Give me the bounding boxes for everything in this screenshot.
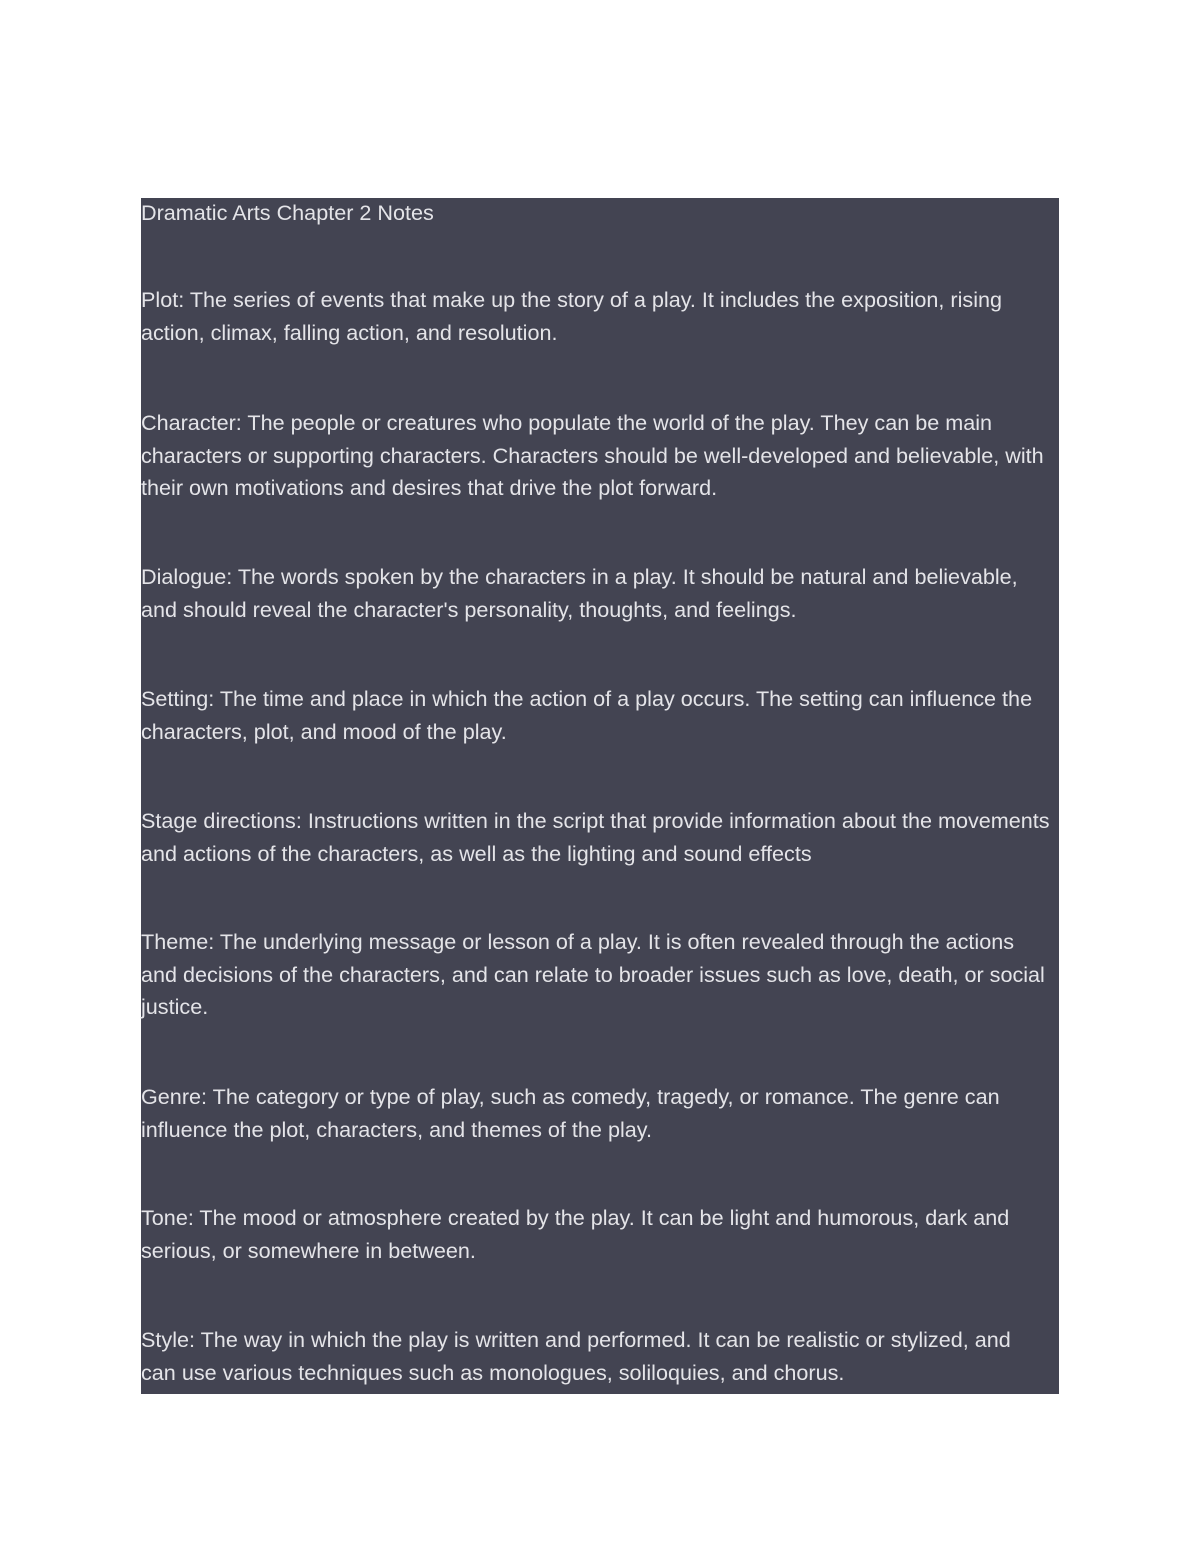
note-dialogue: Dialogue: The words spoken by the characters in a play. It should be natural and believable, and should reveal the character's personality, thoughts, and feelings. <box>141 564 1018 622</box>
notes-box <box>141 198 1059 1394</box>
note-setting: Setting: The time and place in which the action of a play occurs. The setting can influence the characters, plot, and mood of the play. <box>141 686 1033 744</box>
note-style: Style: The way in which the play is written and performed. It can be realistic or stylized, and can use various techniques such as monologues, soliloquies, and chorus. <box>141 1327 1011 1385</box>
notes-title: Dramatic Arts Chapter 2 Notes <box>141 200 434 225</box>
note-tone: Tone: The mood or atmosphere created by the play. It can be light and humorous, dark and serious, or somewhere in between. <box>141 1205 1010 1263</box>
note-plot: Plot: The series of events that make up the story of a play. It includes the exposition, rising action, climax, falling action, and resolution. <box>141 287 1003 345</box>
note-stage-directions: Stage directions: Instructions written in the script that provide information about the movements and actions of the characters, as well as the lighting and sound effects <box>141 808 1050 866</box>
note-theme: Theme: The underlying message or lesson of a play. It is often revealed through the actions and decisions of the characters, and can relate to broader issues such as love, death, or social justice. <box>141 929 1045 1020</box>
note-genre: Genre: The category or type of play, such as comedy, tragedy, or romance. The genre can influence the plot, characters, and themes of the play. <box>141 1084 1000 1142</box>
note-character: Character: The people or creatures who populate the world of the play. They can be main characters or supporting characters. Characters should be well-developed and believable, with their own motivations and desires that drive the plot forward. <box>141 410 1044 501</box>
